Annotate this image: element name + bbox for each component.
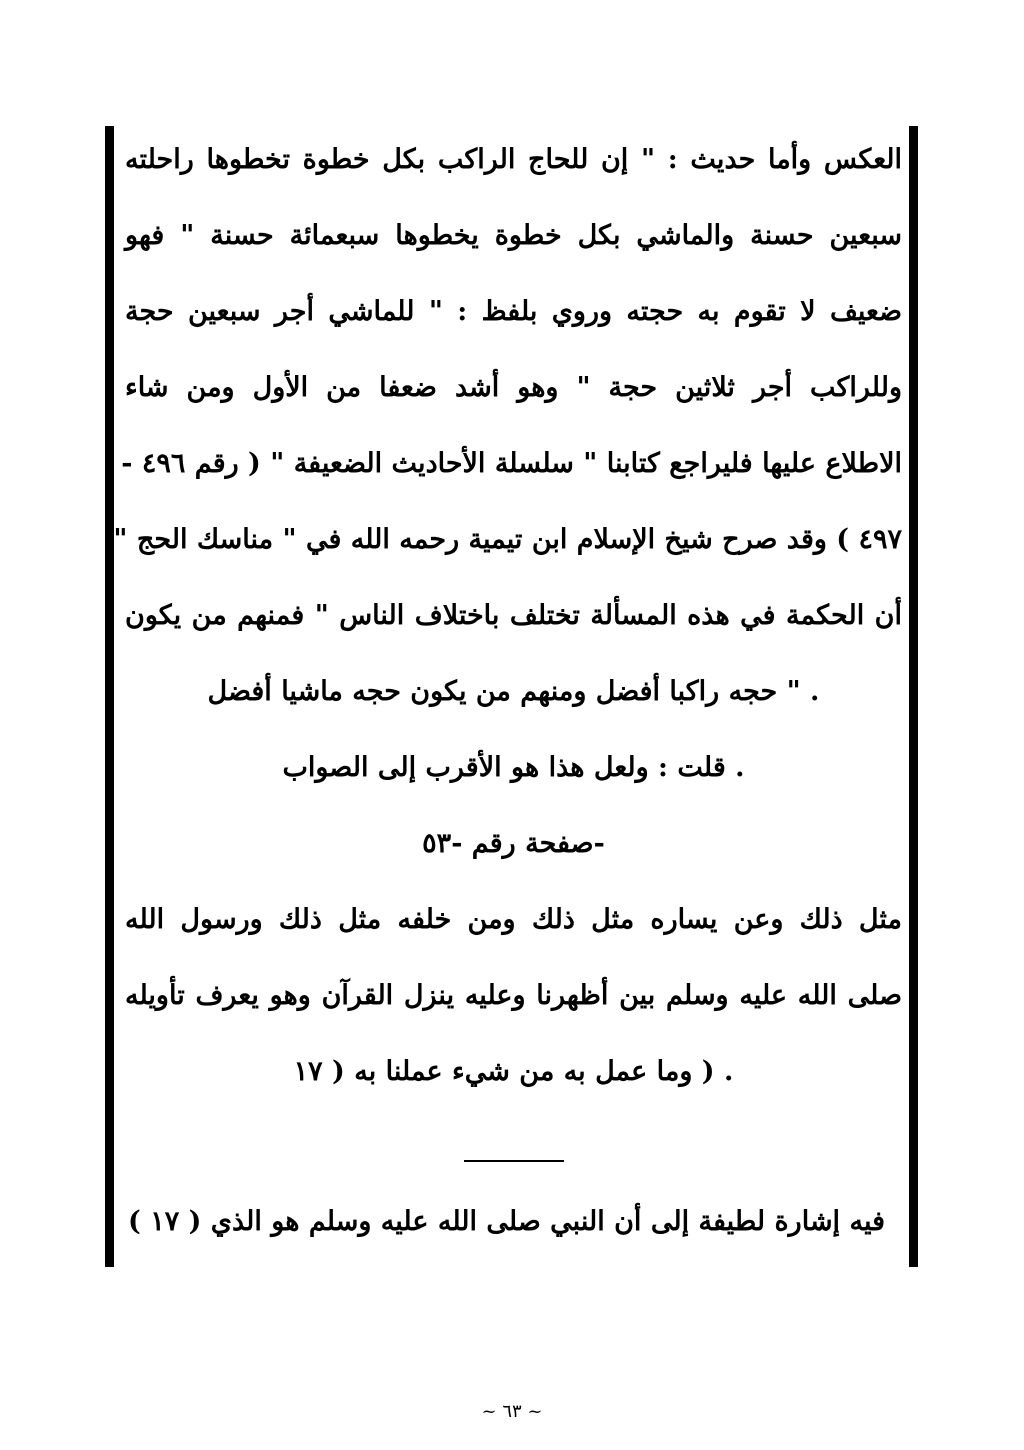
body-text	[113, 122, 903, 1110]
body-line: أن الحكمة في هذه المسألة تختلف باختلاف الناس " فمنهم من يكون	[125, 600, 902, 631]
body-line: وللراكب أجر ثلاثين حجة " وهو أشد ضعفا من الأول ومن شاء	[125, 372, 902, 403]
body-line: . " حجه راكبا أفضل ومنهم من يكون حجه ماشيا أفضل	[207, 676, 820, 707]
body-line: الاطلاع عليها فليراجع كتابنا " سلسلة الأحاديث الضعيفة " ( رقم ٤٩٦ -	[121, 448, 902, 479]
right-margin-rule	[909, 126, 918, 1267]
body-line: ٤٩٧ ) وقد صرح شيخ الإسلام ابن تيمية رحمه الله في " مناسك الحج "	[113, 524, 902, 555]
footnote-separator	[464, 1160, 564, 1162]
body-line: . قلت : ولعل هذا هو الأقرب إلى الصواب	[282, 752, 745, 783]
body-line: العكس وأما حديث : " إن للحاج الراكب بكل خطوة تخطوها راحلته	[125, 144, 903, 175]
page-reference-marker: -صفحة رقم -٥٣	[422, 828, 605, 859]
body-line: . ( وما عمل به من شيء عملنا به ( ١٧	[293, 1056, 734, 1087]
left-margin-rule	[105, 126, 114, 1267]
body-line: مثل ذلك وعن يساره مثل ذلك ومن خلفه مثل ذلك ورسول الله	[125, 904, 902, 935]
body-line: صلى الله عليه وسلم بين أظهرنا وعليه ينزل القرآن وهو يعرف تأويله	[125, 980, 902, 1011]
body-line: ضعيف لا تقوم به حجته وروي بلفظ : " للماشي أجر سبعين حجة	[125, 296, 902, 327]
body-line: سبعين حسنة والماشي بكل خطوة يخطوها سبعمائة حسنة " فهو	[125, 220, 902, 251]
footnote: فيه إشارة لطيفة إلى أن النبي صلى الله عليه وسلم هو الذي ( ١٧ )	[128, 1206, 885, 1237]
page-number: ~ ٦٣ ~	[481, 1401, 543, 1422]
